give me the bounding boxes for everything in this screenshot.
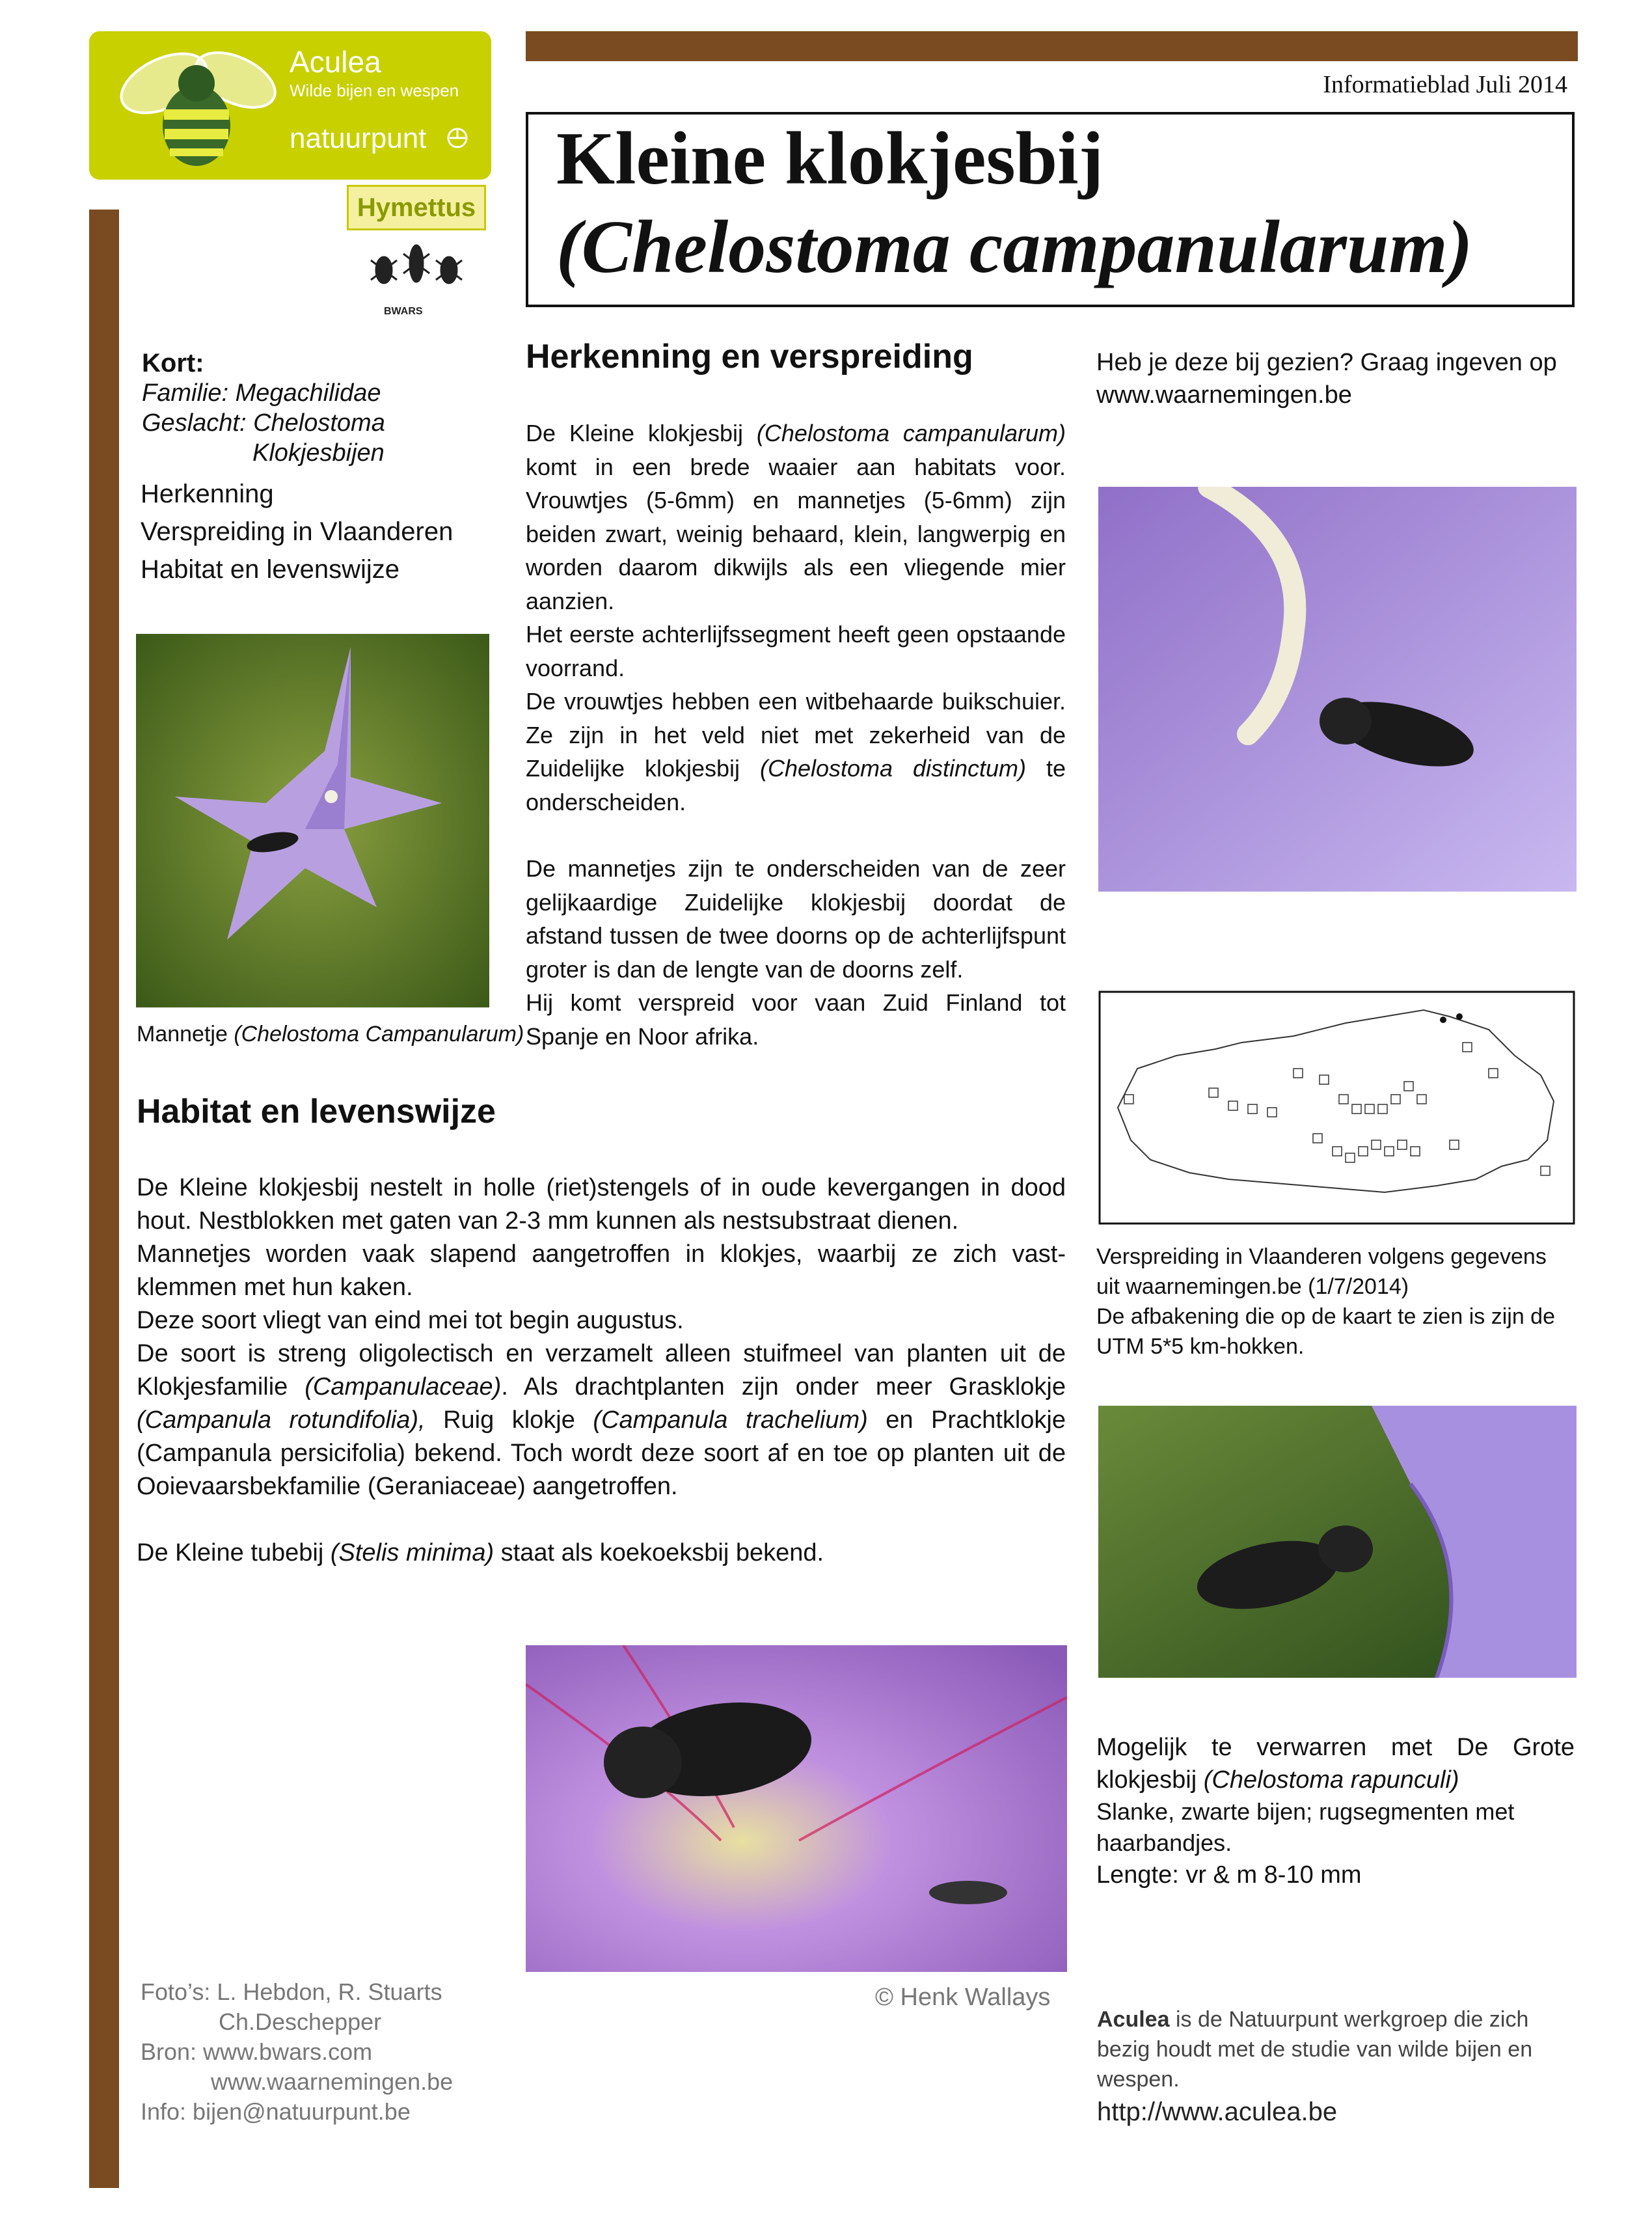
kort-summary <box>142 348 385 468</box>
menu-item-herkenning[interactable]: Herkenning <box>141 480 274 508</box>
sidebar-brown-bar <box>89 210 119 2188</box>
section-menu <box>141 475 453 588</box>
logo-tagline: Wilde bijen en wespen <box>290 81 459 100</box>
page-title: Kleine klokjesbij <box>556 117 1104 200</box>
bwars-insects-icon <box>364 234 468 299</box>
bee-logo-icon <box>102 38 291 174</box>
groep: Klokjesbijen <box>252 439 385 467</box>
header-brown-bar <box>526 31 1578 61</box>
hymettus-logo: Hymettus <box>347 185 486 230</box>
heading-habitat: Habitat en levenswijze <box>137 1093 496 1130</box>
photo-caption-male: Mannetje (Chelostoma Campanularum) <box>137 1022 524 1046</box>
photo-grote-klokjesbij <box>1098 1406 1577 1678</box>
map-caption: Verspreiding in Vlaanderen volgens gegevens uit waarnemingen.be (1/7/2014) De afbakening die op de kaart te zien is zijn de UTM 5*5 km-hokken. <box>1096 1244 1556 1359</box>
geslacht: Geslacht: Chelostoma <box>142 409 385 437</box>
info-date: Informatieblad Juli 2014 <box>1323 71 1567 98</box>
photo-bee-in-purple-flower <box>526 1645 1067 1972</box>
distribution-map <box>1098 991 1575 1225</box>
page-subtitle-latin: (Chelostoma campanularum) <box>556 206 1473 289</box>
logo-natuurpunt: natuurpunt <box>290 122 427 154</box>
photo-female-on-stamen <box>1098 487 1577 892</box>
photo-male-on-bellflower <box>136 634 489 1007</box>
habitat-text: De Kleine klokjesbij nestelt in holle (riet)stengels of in oude kevergangen in dood hout. Nestblokken met gaten van 2-3 mm kunnen als nestsubstraat dienen. Mannetjes worden vaak slapend aangetroffen in klokjes, waarbij ze zich vast-klemmen met hun kaken. Deze soort vliegt van eind mei tot begin augustus. De soort is streng oligolectisch en verzamelt alleen stuifmeel van planten uit de Klokjesfamilie (Campanulaceae). Als drachtplanten zijn onder meer Grasklokje (Campanula rotundifolia), Ruig klokje (Campanula trachelium) en Prachtklokje (Campanula persicifolia) bekend. Toch wordt deze soort af en toe op planten uit de Ooievaarsbekfamilie (Geraniaceae) aangetroffen. De Kleine tubebij (Stelis minima) staat als koekoeksbij bekend. <box>137 1174 1066 1566</box>
menu-item-verspreiding[interactable]: Verspreiding in Vlaanderen <box>141 517 454 546</box>
aculea-about: Aculea is de Natuurpunt werkgroep die zich bezig houdt met de studie van wilde bijen en wespen. http://www.aculea.be <box>1097 2004 1572 2129</box>
natuurpunt-leaf-icon <box>446 126 469 150</box>
bwars-logo-text: BWARS <box>384 306 423 317</box>
aculea-logo <box>89 31 491 180</box>
menu-item-habitat[interactable]: Habitat en levenswijze <box>141 555 399 584</box>
confusion-text: Mogelijk te verwarren met De Grote klokjesbij (Chelostoma rapunculi) Slanke, zwarte bijen; rugsegmenten met haarbandjes. Lengte: vr & m 8-10 mm <box>1096 1734 1575 1889</box>
heading-herkenning: Herkenning en verspreiding <box>526 338 973 376</box>
credits: Foto’s: L. Hebdon, R. Stuarts Ch.Deschepper Bron: www.bwars.com www.waarnemingen.be Info: bijen@natuurpunt.be <box>141 1978 454 2125</box>
seen-text: Heb je deze bij gezien? Graag ingeven op www.waarnemingen.be <box>1096 349 1557 409</box>
photo-copyright: © Henk Wallays <box>875 1984 1051 2011</box>
familie: Familie: Megachilidae <box>142 379 381 407</box>
kort-label: Kort: <box>142 349 204 377</box>
herkenning-text: De Kleine klokjesbij (Chelostoma campanularum) komt in een brede waaier aan habitats voor. Vrouwtjes (5-6mm) en mannetjes (5-6mm) zijn beiden zwart, weinig behaard, klein, langwerpig en worden daarom dikwijls als een vliegende mier aanzien. Het eerste achterlijfssegment heeft geen opstaande voorrand. De vrouwtjes hebben een witbehaarde buikschuier. Ze zijn in het veld niet met zekerheid van de Zuidelijke klokjesbij (Chelostoma distinctum) te onderscheiden. De mannetjes zijn te onderscheiden van de zeer gelijkaardige Zuidelijke klokjesbij doordat de afstand tussen de twee doorns op de achterlijfspunt groter is dan de lengte van de doorns zelf. Hij komt verspreid voor vaan Zuid Finland tot Spanje en Noor afrika. <box>526 420 1066 1050</box>
aculea-url-link[interactable]: http://www.aculea.be <box>1097 2098 1338 2126</box>
logo-title: Aculea <box>290 45 381 79</box>
